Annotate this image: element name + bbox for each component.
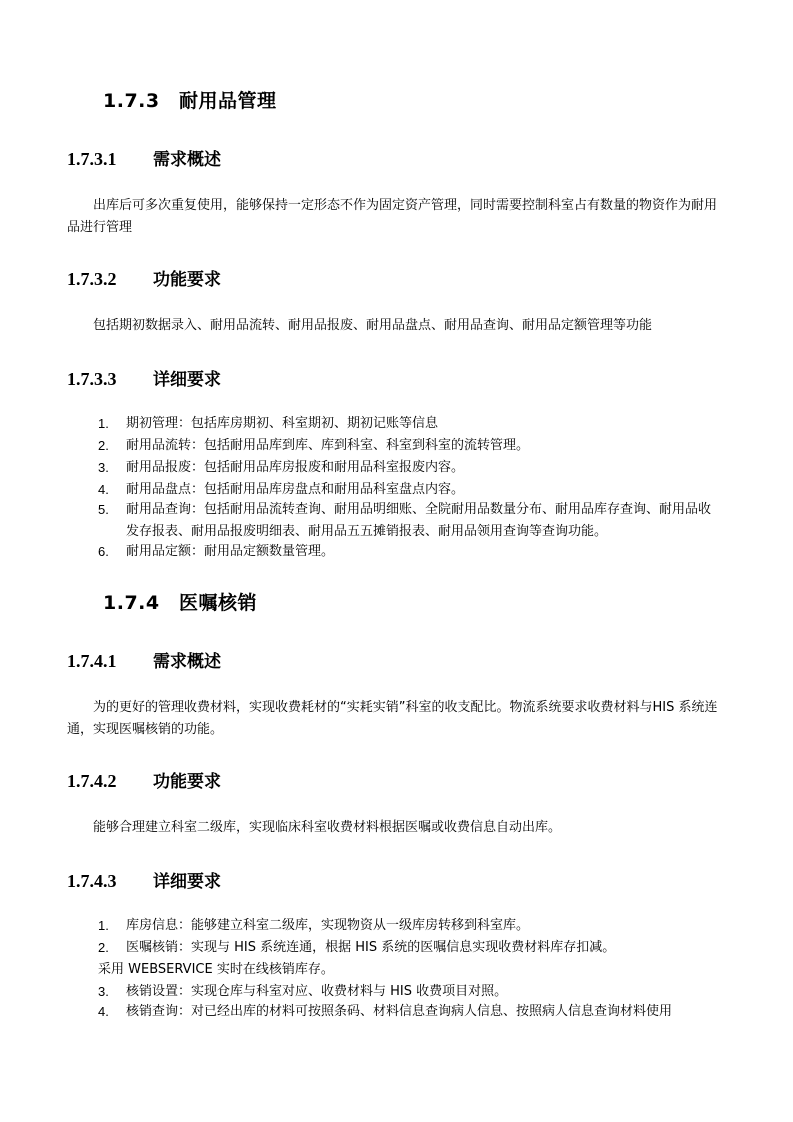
list-number: 2.: [98, 438, 109, 453]
subsection-title: 功能要求: [153, 772, 221, 792]
list-number: 1.: [98, 416, 109, 431]
list-text: 核销设置：实现仓库与科室对应、收费材料与 HIS 收费项目对照。: [126, 984, 508, 999]
list-item: [98, 1001, 723, 1023]
list-item: [98, 413, 723, 435]
subsection-heading-1-7-3-2: [67, 265, 221, 290]
paragraph-text: 为的更好的管理收费材料，实现收费耗材的“实耗实销”科室的收支配比。物流系统要求收费材料与HIS 系统连通，实现医嘱核销的功能。: [67, 700, 718, 737]
list-text: 核销查询：对已经出库的材料可按照条码、材料信息查询病人信息、按照病人信息查询材料使用: [126, 1004, 673, 1019]
list-text: 期初管理：包括库房期初、科室期初、期初记账等信息: [126, 416, 439, 431]
section-number: 1.7.4: [103, 592, 160, 614]
list-item: [98, 479, 723, 501]
list-number: 6.: [98, 544, 109, 559]
subsection-number: 1.7.3.1: [67, 149, 117, 169]
subsection-number: 1.7.3.3: [67, 369, 117, 389]
subsection-title: 功能要求: [153, 270, 221, 290]
list-number: 2.: [98, 940, 109, 955]
list-item: [98, 457, 723, 479]
section-heading-1-7-3: [103, 86, 277, 113]
subsection-title: 详细要求: [153, 872, 221, 892]
paragraph: [67, 817, 722, 839]
paragraph-text: 出库后可多次重复使用，能够保持一定形态不作为固定资产管理，同时需要控制科室占有数量的物资作为耐用品进行管理: [67, 198, 718, 235]
paragraph-text: 能够合理建立科室二级库，实现临床科室收费材料根据医嘱或收费信息自动出库。: [93, 820, 562, 835]
list-text: 耐用品流转：包括耐用品库到库、库到科室、科室到科室的流转管理。: [126, 438, 530, 453]
list-text: 耐用品定额：耐用品定额数量管理。: [126, 544, 335, 559]
subsection-heading-1-7-3-3: [67, 365, 221, 390]
list-number: 5.: [98, 502, 109, 517]
subsection-heading-1-7-4-2: [67, 767, 221, 792]
list-item: [98, 981, 723, 1003]
list-item: [98, 435, 723, 457]
subsection-title: 需求概述: [153, 652, 221, 672]
list-item: [98, 541, 723, 563]
list-number: 3.: [98, 460, 109, 475]
list-number: 3.: [98, 984, 109, 999]
list-text: 医嘱核销：实现与 HIS 系统连通，根据 HIS 系统的医嘱信息实现收费材料库存扣减。: [126, 940, 616, 955]
list-number: 4.: [98, 1004, 109, 1019]
note-text: 采用 WEBSERVICE 实时在线核销库存。: [98, 962, 334, 977]
section-number: 1.7.3: [103, 90, 160, 112]
section-heading-1-7-4: [103, 588, 257, 615]
subsection-title: 需求概述: [153, 150, 221, 170]
list-item: [98, 937, 723, 959]
subsection-number: 1.7.4.3: [67, 871, 117, 891]
list-number: 4.: [98, 482, 109, 497]
paragraph: [67, 697, 722, 741]
list-text: 耐用品盘点：包括耐用品库房盘点和耐用品科室盘点内容。: [126, 482, 465, 497]
paragraph: [67, 195, 722, 239]
list-item: [98, 499, 723, 543]
section-title: 医嘱核销: [179, 592, 258, 614]
list-number: 1.: [98, 918, 109, 933]
subsection-heading-1-7-3-1: [67, 145, 221, 170]
list-item: [98, 915, 723, 937]
subsection-title: 详细要求: [153, 370, 221, 390]
subsection-heading-1-7-4-1: [67, 647, 221, 672]
paragraph: [67, 315, 722, 337]
subsection-number: 1.7.3.2: [67, 269, 117, 289]
list-text: 耐用品查询：包括耐用品流转查询、耐用品明细账、全院耐用品数量分布、耐用品库存查询、耐用品收发存报表、耐用品报废明细表、耐用品五五摊销报表、耐用品领用查询等查询功能。: [126, 502, 712, 539]
list-text: 库房信息：能够建立科室二级库，实现物资从一级库房转移到科室库。: [126, 918, 530, 933]
subsection-heading-1-7-4-3: [67, 867, 221, 892]
paragraph-text: 包括期初数据录入、耐用品流转、耐用品报废、耐用品盘点、耐用品查询、耐用品定额管理等功能: [93, 318, 653, 333]
subsection-number: 1.7.4.1: [67, 651, 117, 671]
section-title: 耐用品管理: [179, 90, 277, 112]
list-text: 耐用品报废：包括耐用品库房报废和耐用品科室报废内容。: [126, 460, 465, 475]
subsection-number: 1.7.4.2: [67, 771, 117, 791]
